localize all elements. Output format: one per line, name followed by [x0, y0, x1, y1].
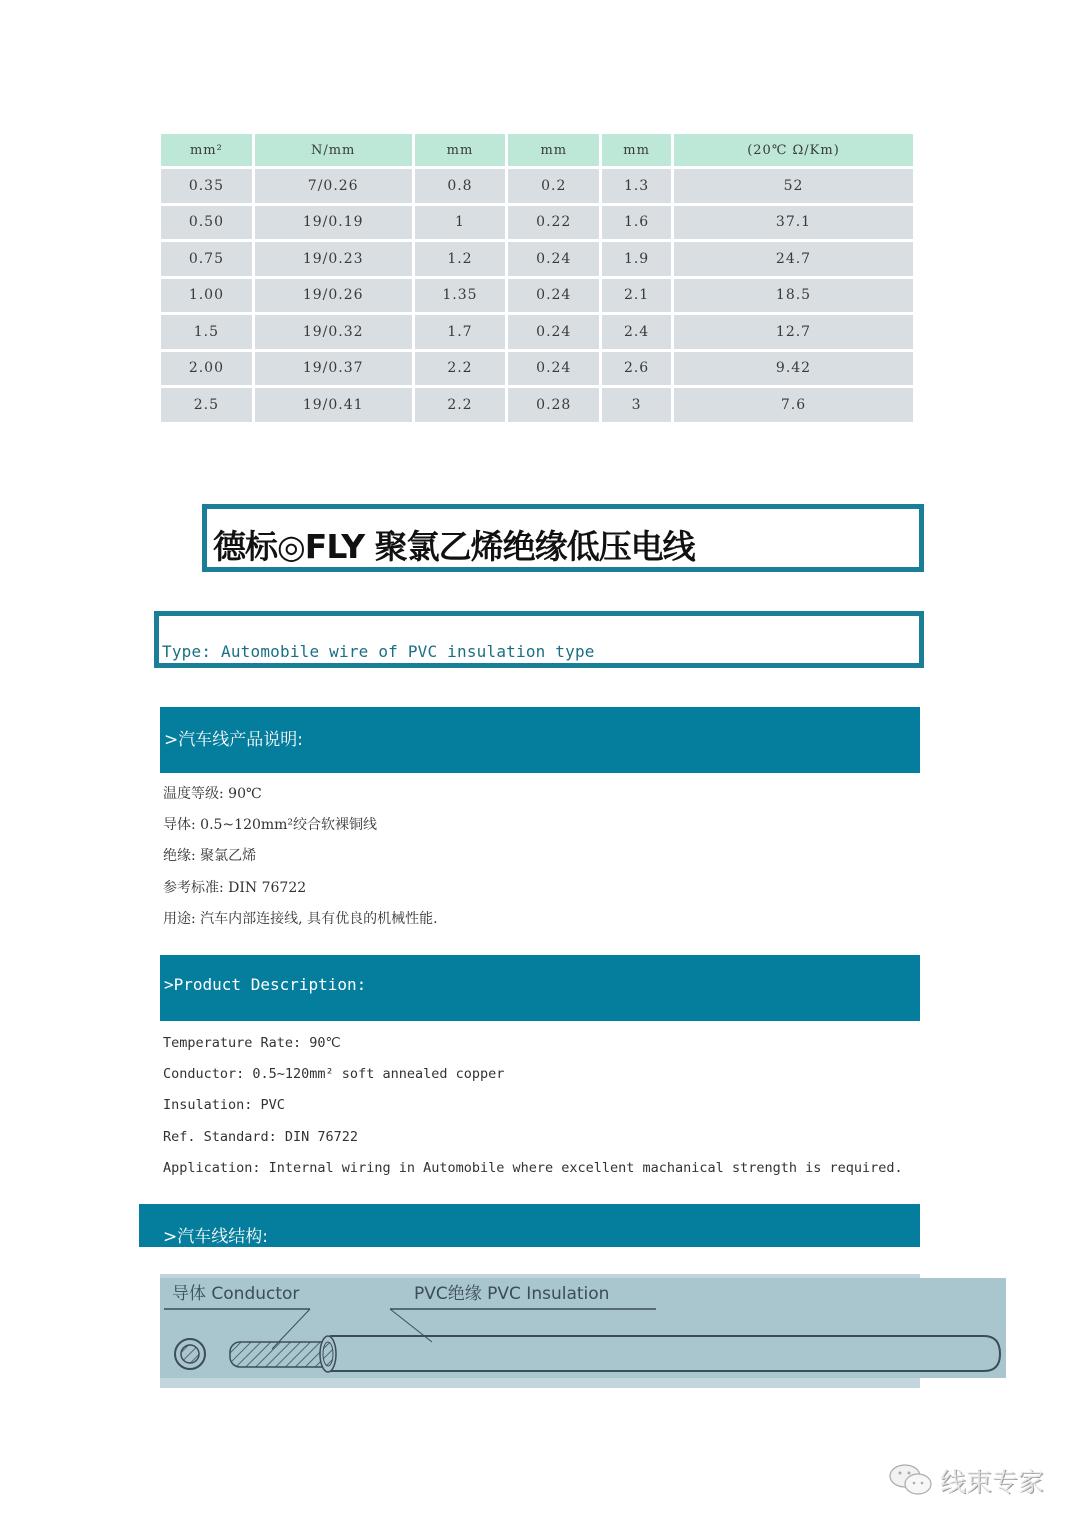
- cell: 19/0.41: [255, 388, 412, 422]
- cell: 0.22: [508, 206, 599, 240]
- title-box: [202, 504, 924, 572]
- cell: 1.9: [602, 242, 671, 276]
- description-cn: [163, 779, 438, 935]
- table-row: [161, 315, 913, 349]
- section-heading-cn: [160, 707, 920, 773]
- watermark-text: 线束专家: [940, 1467, 1045, 1498]
- watermark: [888, 1460, 1058, 1500]
- cell: 0.8: [415, 169, 506, 203]
- cell: 0.28: [508, 388, 599, 422]
- cell: 2.4: [602, 315, 671, 349]
- cell: 2.00: [161, 352, 252, 386]
- header-strands: N/mm: [255, 134, 412, 166]
- page-title: 德标◎FLY 聚氯乙烯绝缘低压电线: [213, 527, 695, 566]
- cell: 19/0.23: [255, 242, 412, 276]
- desc-line: 参考标准: DIN 76722: [163, 879, 307, 896]
- cell: 19/0.19: [255, 206, 412, 240]
- cell: 37.1: [674, 206, 913, 240]
- cell: 1.5: [161, 315, 252, 349]
- cell: 19/0.32: [255, 315, 412, 349]
- cell: 7.6: [674, 388, 913, 422]
- cell: 7/0.26: [255, 169, 412, 203]
- header-cross-section: mm²: [161, 134, 252, 166]
- cell: 2.5: [161, 388, 252, 422]
- cell: 0.24: [508, 279, 599, 313]
- table-row: [161, 242, 913, 276]
- cell: 1.7: [415, 315, 506, 349]
- section-heading-structure: [139, 1204, 920, 1247]
- type-line: Type: Automobile wire of PVC insulation type: [162, 642, 595, 661]
- table-row: [161, 388, 913, 422]
- section-heading-en: [160, 955, 920, 1021]
- table-row: [161, 169, 913, 203]
- section-heading-structure-label: >汽车线结构:: [163, 1227, 268, 1247]
- table-row: [161, 279, 913, 313]
- cell: 1: [415, 206, 506, 240]
- wire-structure-diagram: [160, 1274, 1006, 1388]
- conductor-label: 导体 Conductor: [172, 1284, 300, 1304]
- cell: 1.3: [602, 169, 671, 203]
- desc-line: Conductor: 0.5~120mm² soft annealed copper: [163, 1066, 505, 1083]
- cell: 12.7: [674, 315, 913, 349]
- cell: 19/0.37: [255, 352, 412, 386]
- desc-line: 用途: 汽车内部连接线, 具有优良的机械性能.: [163, 910, 438, 927]
- table-row: [161, 206, 913, 240]
- table-row: [161, 352, 913, 386]
- desc-line: Application: Internal wiring in Automobile where excellent machanical strength is required.: [163, 1159, 903, 1176]
- wechat-icon: [888, 1463, 934, 1497]
- cell: 2.2: [415, 388, 506, 422]
- cell: 9.42: [674, 352, 913, 386]
- cell: 0.2: [508, 169, 599, 203]
- desc-line: Insulation: PVC: [163, 1097, 285, 1114]
- description-en: [163, 1028, 903, 1184]
- cell: 3: [602, 388, 671, 422]
- spec-table: [158, 131, 916, 425]
- type-box: [154, 611, 924, 668]
- desc-line: 温度等级: 90℃: [163, 786, 262, 802]
- cell: 0.24: [508, 315, 599, 349]
- desc-line: Ref. Standard: DIN 76722: [163, 1128, 359, 1145]
- desc-line: 绝缘: 聚氯乙烯: [163, 848, 257, 865]
- header-resistance: (20℃ Ω/Km): [674, 134, 913, 166]
- cell: 0.50: [161, 206, 252, 240]
- cell: 0.35: [161, 169, 252, 203]
- table-header-row: [161, 134, 913, 166]
- header-insulation-thickness: mm: [508, 134, 599, 166]
- desc-line: 导体: 0.5~120mm²绞合软裸铜线: [163, 817, 378, 834]
- section-heading-cn-label: >汽车线产品说明:: [164, 730, 303, 750]
- cell: 1.35: [415, 279, 506, 313]
- cell: 2.1: [602, 279, 671, 313]
- cell: 18.5: [674, 279, 913, 313]
- cell: 1.6: [602, 206, 671, 240]
- cell: 2.2: [415, 352, 506, 386]
- cell: 0.24: [508, 352, 599, 386]
- cell: 2.6: [602, 352, 671, 386]
- cell: 24.7: [674, 242, 913, 276]
- header-conductor-diameter: mm: [415, 134, 506, 166]
- header-outer-diameter: mm: [602, 134, 671, 166]
- insulation-label: PVC绝缘 PVC Insulation: [414, 1284, 610, 1304]
- cell: 0.24: [508, 242, 599, 276]
- cell: 19/0.26: [255, 279, 412, 313]
- desc-line: Temperature Rate: 90℃: [163, 1035, 341, 1051]
- cell: 0.75: [161, 242, 252, 276]
- cell: 52: [674, 169, 913, 203]
- section-heading-en-label: >Product Description:: [164, 975, 367, 994]
- cell: 1.2: [415, 242, 506, 276]
- cell: 1.00: [161, 279, 252, 313]
